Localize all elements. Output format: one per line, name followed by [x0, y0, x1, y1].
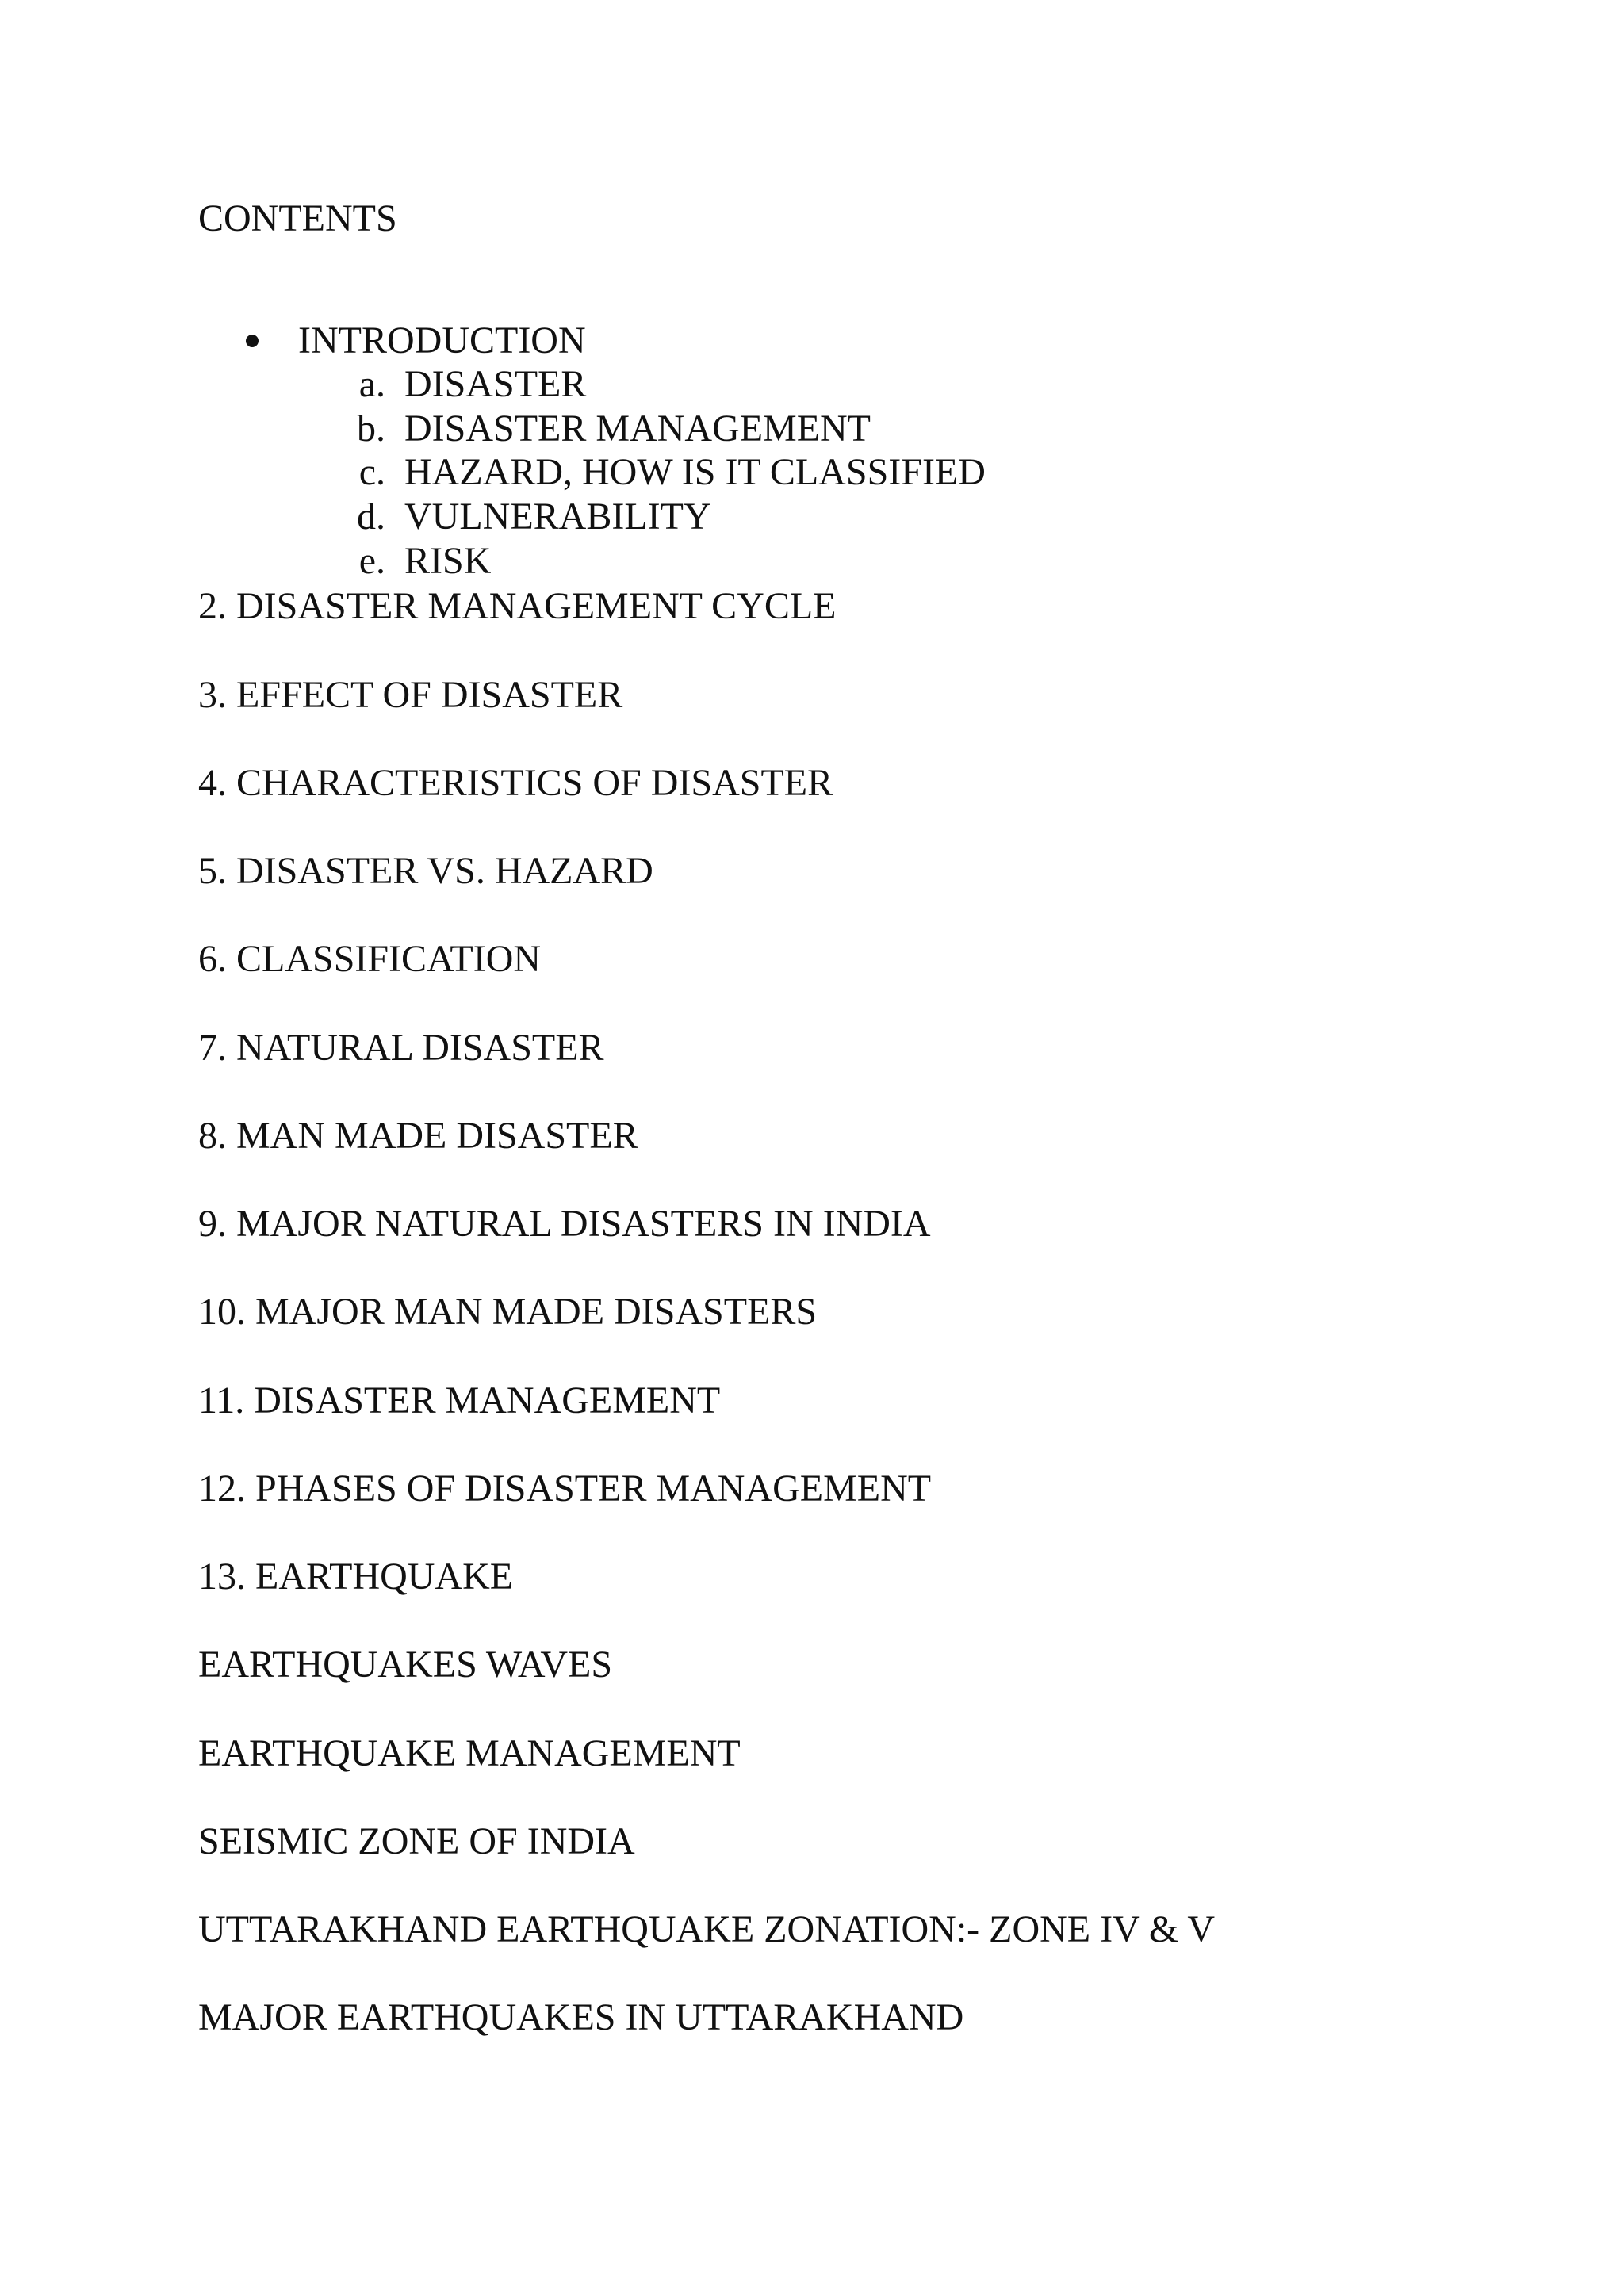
toc-entry-2: 2. DISASTER MANAGEMENT CYCLE [198, 585, 837, 627]
subitem-text: DISASTER [404, 363, 587, 405]
toc-entry-13: 13. EARTHQUAKE [198, 1556, 514, 1598]
toc-entry-seismic-zone: SEISMIC ZONE OF INDIA [198, 1820, 635, 1862]
contents-title: CONTENTS [198, 197, 397, 239]
subitem-text: DISASTER MANAGEMENT [404, 408, 871, 450]
subitem-marker: c. [358, 451, 385, 493]
subitem-marker: b. [357, 408, 385, 450]
toc-entry-8: 8. MAN MADE DISASTER [198, 1115, 638, 1157]
toc-entry-11: 11. DISASTER MANAGEMENT [198, 1380, 721, 1422]
toc-entry-major-earthquakes: MAJOR EARTHQUAKES IN UTTARAKHAND [198, 1996, 964, 2038]
subitem-marker: d. [357, 496, 385, 538]
toc-entry-10: 10. MAJOR MAN MADE DISASTERS [198, 1291, 818, 1333]
toc-entry-6: 6. CLASSIFICATION [198, 938, 542, 980]
toc-entry-12: 12. PHASES OF DISASTER MANAGEMENT [198, 1468, 932, 1510]
toc-entry-4: 4. CHARACTERISTICS OF DISASTER [198, 762, 833, 804]
subitem-text: HAZARD, HOW IS IT CLASSIFIED [404, 451, 986, 493]
toc-entry-9: 9. MAJOR NATURAL DISASTERS IN INDIA [198, 1203, 931, 1245]
introduction-label: INTRODUCTION [298, 320, 586, 362]
toc-entry-earthquake-management: EARTHQUAKE MANAGEMENT [198, 1732, 741, 1774]
bullet-icon [246, 335, 259, 347]
subitem-text: RISK [404, 540, 492, 582]
subitem-marker: e. [358, 540, 385, 582]
toc-entry-3: 3. EFFECT OF DISASTER [198, 674, 623, 716]
toc-entry-5: 5. DISASTER VS. HAZARD [198, 850, 653, 892]
toc-entry-uttarakhand-zonation: UTTARAKHAND EARTHQUAKE ZONATION:- ZONE IV & V [198, 1908, 1216, 1950]
toc-entry-7: 7. NATURAL DISASTER [198, 1027, 604, 1069]
subitem-marker: a. [358, 363, 385, 405]
subitem-text: VULNERABILITY [404, 496, 711, 538]
toc-entry-earthquakes-waves: EARTHQUAKES WAVES [198, 1644, 613, 1686]
